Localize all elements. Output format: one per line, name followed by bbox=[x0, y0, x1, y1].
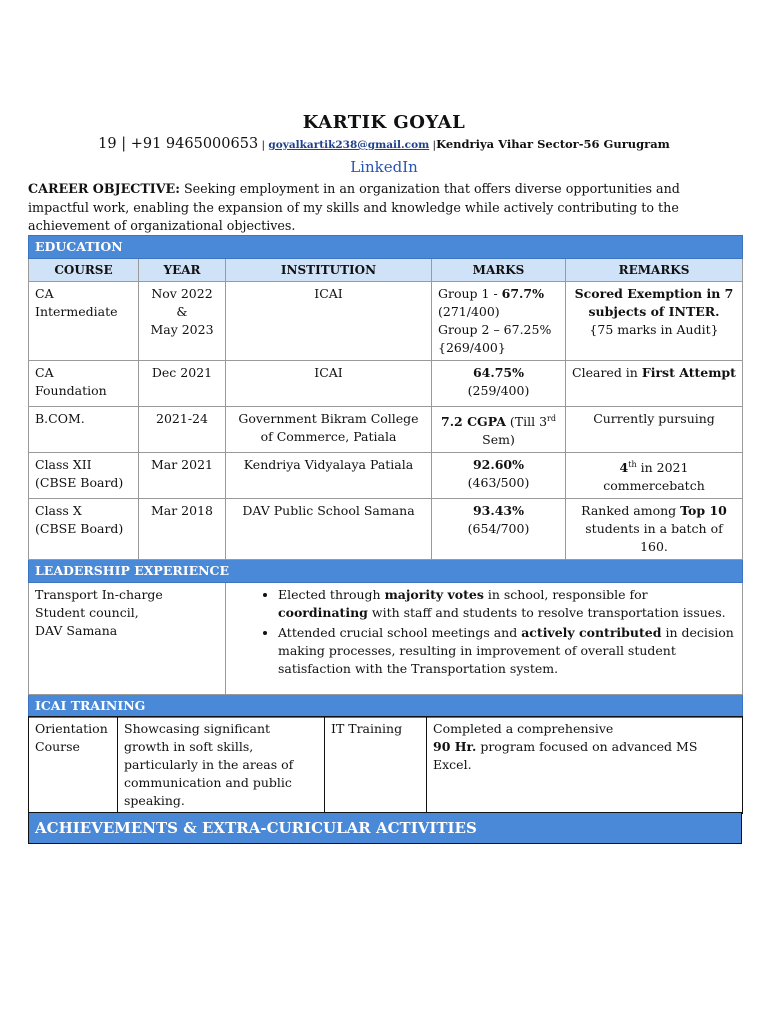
col-year: YEAR bbox=[139, 259, 226, 282]
orientation-desc: Showcasing significant growth in soft skills, particularly in the areas of communication and public speaking. bbox=[118, 717, 325, 814]
marks-cell: 7.2 CGPA (Till 3rd Sem) bbox=[432, 407, 566, 453]
year-cell: Mar 2018 bbox=[139, 499, 226, 560]
year-cell: Mar 2021 bbox=[139, 453, 226, 499]
marks-cell: 64.75% (259/400) bbox=[432, 361, 566, 407]
course-cell: B.COM. bbox=[29, 407, 139, 453]
course-cell: Class X (CBSE Board) bbox=[29, 499, 139, 560]
year-cell: Dec 2021 bbox=[139, 361, 226, 407]
list-item: • Attended crucial school meetings and actively contributed in decision making processes, resulting in improvement of overall student satisfaction with the Transportation system. bbox=[278, 624, 736, 678]
training-table bbox=[28, 716, 743, 814]
remarks-cell: Cleared in First Attempt bbox=[566, 361, 743, 407]
remarks-cell: Ranked among Top 10 students in a batch of 160. bbox=[566, 499, 743, 560]
marks-cell: 93.43% (654/700) bbox=[432, 499, 566, 560]
it-training-label: IT Training bbox=[325, 717, 427, 814]
address: Kendriya Vihar Sector-56 Gurugram bbox=[436, 137, 670, 151]
achievements-table bbox=[28, 812, 742, 844]
institution-cell: Government Bikram College of Commerce, Patiala bbox=[226, 407, 432, 453]
education-heading: EDUCATION bbox=[29, 236, 743, 259]
contact-line bbox=[0, 136, 768, 152]
leadership-heading: LEADERSHIP EXPERIENCE bbox=[29, 560, 743, 583]
separator: | bbox=[258, 139, 269, 151]
marks-cell: 92.60% (463/500) bbox=[432, 453, 566, 499]
col-marks: MARKS bbox=[432, 259, 566, 282]
table-row bbox=[29, 361, 743, 407]
orientation-label: Orientation Course bbox=[29, 717, 118, 814]
it-training-desc: Completed a comprehensive 90 Hr. program focused on advanced MS Excel. bbox=[427, 717, 743, 814]
education-table bbox=[28, 235, 743, 718]
institution-cell: DAV Public School Samana bbox=[226, 499, 432, 560]
table-row bbox=[29, 407, 743, 453]
col-remarks: REMARKS bbox=[566, 259, 743, 282]
leadership-details bbox=[226, 583, 743, 695]
candidate-name: KARTIK GOYAL bbox=[302, 112, 466, 133]
course-cell: CA Intermediate bbox=[29, 282, 139, 361]
training-heading: ICAI TRAINING bbox=[29, 695, 743, 718]
table-row bbox=[29, 453, 743, 499]
remarks-cell: Currently pursuing bbox=[566, 407, 743, 453]
objective-label: CAREER OBJECTIVE: bbox=[28, 181, 180, 196]
career-objective bbox=[28, 180, 718, 236]
separator: | bbox=[429, 139, 437, 151]
year-cell: 2021-24 bbox=[139, 407, 226, 453]
leadership-row bbox=[29, 583, 743, 695]
list-item: • Elected through majority votes in school, responsible for coordinating with staff and students to resolve transportation issues. bbox=[278, 586, 736, 622]
objective-text: Seeking employment in an organization that offers diverse opportunities and impactful work, enabling the expansion of my skills and knowledge while actively contributing to the achievement of organizational objectives. bbox=[28, 181, 680, 233]
table-header-row bbox=[29, 259, 743, 282]
leadership-role: Transport In-charge Student council, DAV Samana bbox=[29, 583, 226, 695]
year-cell: Nov 2022 & May 2023 bbox=[139, 282, 226, 361]
remarks-cell: Scored Exemption in 7 subjects of INTER. {75 marks in Audit} bbox=[566, 282, 743, 361]
training-row bbox=[29, 717, 743, 814]
institution-cell: ICAI bbox=[226, 361, 432, 407]
linkedin-link[interactable]: LinkedIn bbox=[350, 158, 418, 176]
table-row bbox=[29, 499, 743, 560]
institution-cell: ICAI bbox=[226, 282, 432, 361]
course-cell: CA Foundation bbox=[29, 361, 139, 407]
age-phone: 19 | +91 9465000653 bbox=[98, 136, 259, 152]
col-institution: INSTITUTION bbox=[226, 259, 432, 282]
marks-cell: Group 1 - 67.7% (271/400) Group 2 – 67.25% {269/400} bbox=[432, 282, 566, 361]
email-link[interactable]: goyalkartik238@gmail.com bbox=[268, 139, 430, 151]
col-course: COURSE bbox=[29, 259, 139, 282]
remarks-cell: 4th in 2021 commercebatch bbox=[566, 453, 743, 499]
course-cell: Class XII (CBSE Board) bbox=[29, 453, 139, 499]
institution-cell: Kendriya Vidyalaya Patiala bbox=[226, 453, 432, 499]
achievements-heading: ACHIEVEMENTS & EXTRA-CURICULAR ACTIVITIES bbox=[29, 813, 742, 844]
table-row bbox=[29, 282, 743, 361]
